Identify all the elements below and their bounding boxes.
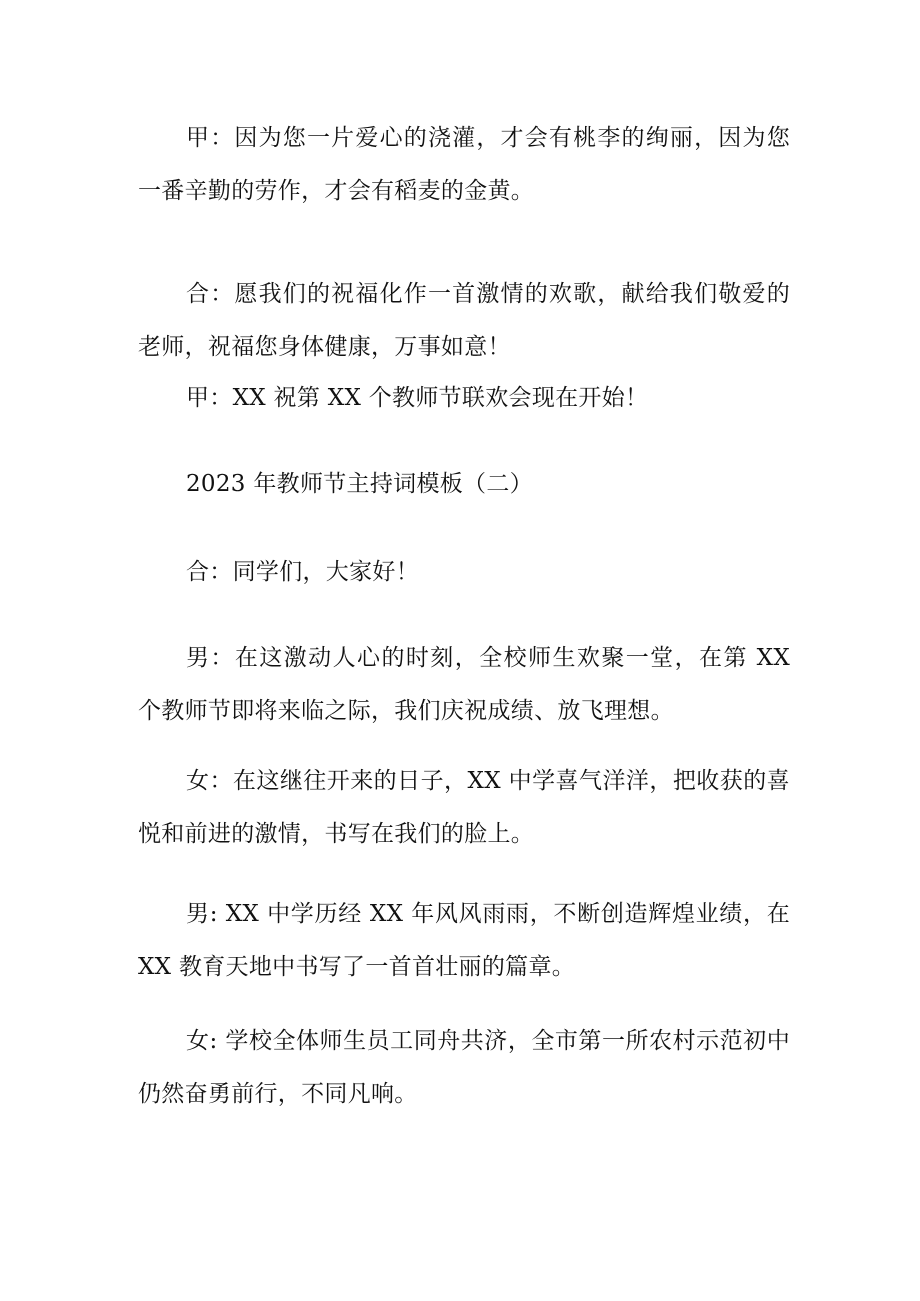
paragraph-nv-1: 女：在这继往开来的日子，XX 中学喜气洋洋，把收获的喜悦和前进的激情，书写在我们的脸上。	[138, 768, 790, 847]
paragraph-he-1: 合：愿我们的祝福化作一首激情的欢歌，献给我们敬爱的老师，祝福您身体健康，万事如意！	[138, 281, 790, 360]
paragraph-nan-1: 男：在这激动人心的时刻，全校师生欢聚一堂，在第 XX 个教师节即将来临之际，我们庆祝成绩、放飞理想。	[138, 645, 790, 724]
paragraph-he-2: 合：同学们，大家好！	[186, 559, 419, 585]
paragraph-nan-2: 男: XX 中学历经 XX 年风风雨雨，不断创造辉煌业绩，在 XX 教育天地中书写了一首首壮丽的篇章。	[138, 901, 790, 980]
paragraph-nv-2: 女: 学校全体师生员工同舟共济，全市第一所农村示范初中仍然奋勇前行，不同凡响。	[138, 1028, 790, 1107]
paragraph-jia-2: 甲：XX 祝第 XX 个教师节联欢会现在开始！	[186, 385, 649, 411]
section-heading: 2023 年教师节主持词模板（二）	[186, 471, 533, 497]
paragraph-jia-1: 甲：因为您一片爱心的浇灌，才会有桃李的绚丽，因为您一番辛勤的劳作，才会有稻麦的金黄。	[138, 125, 790, 204]
